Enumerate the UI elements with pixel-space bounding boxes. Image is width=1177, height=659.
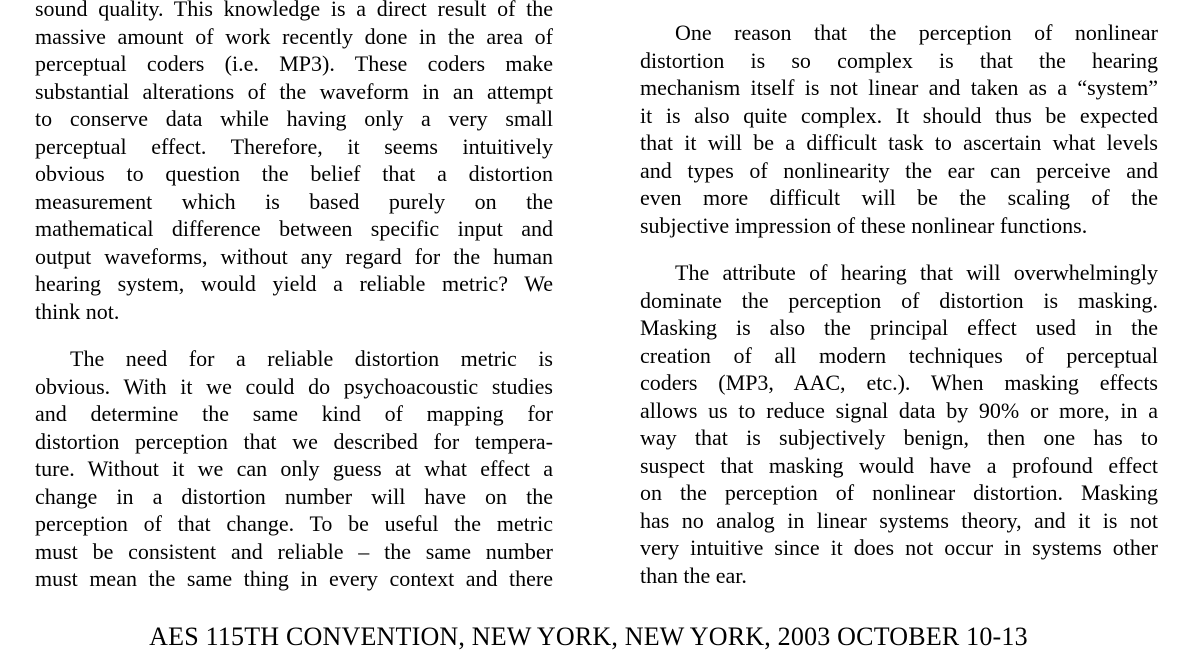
- text-line: it is also quite complex. It should thus be expected: [640, 102, 1158, 128]
- text-line: perceptual coders (i.e. MP3). These coders make: [35, 51, 553, 76]
- text-line: allows us to reduce signal data by 90% or more, in a: [640, 397, 1158, 423]
- paragraph: [640, 19, 1158, 239]
- text-line: very intuitive since it does not occur in systems other: [640, 535, 1158, 560]
- text-line: on the perception of nonlinear distortion. Masking: [640, 480, 1158, 505]
- text-line: substantial alterations of the waveform in an attempt: [35, 78, 553, 104]
- text-line: has no analog in linear systems theory, and it is not: [640, 507, 1158, 533]
- text-line: ture. Without it we can only guess at what effect a: [35, 456, 553, 481]
- text-line: mathematical difference between specific input and: [35, 216, 553, 241]
- text-line: The attribute of hearing that will overwhelmingly: [675, 260, 1158, 285]
- text-line: subjective impression of these nonlinear functions.: [640, 212, 1088, 238]
- paragraph: [35, 0, 553, 325]
- paragraph-gap: [35, 325, 553, 345]
- text-line: obvious to question the belief that a distortion: [35, 161, 553, 186]
- text-line: Masking is also the principal effect used in the: [640, 315, 1158, 340]
- left-column: [35, 0, 553, 593]
- text-line: suspect that masking would have a profound effect: [640, 452, 1158, 478]
- page-footer: AES 115TH CONVENTION, NEW YORK, NEW YORK, 2003 OCTOBER 10-13: [149, 622, 1028, 651]
- text-line: The need for a reliable distortion metric is: [70, 346, 553, 371]
- text-line: change in a distortion number will have on the: [35, 483, 553, 509]
- text-line: coders (MP3, AAC, etc.). When masking effects: [640, 370, 1158, 395]
- text-line: distortion perception that we described for tempera-: [35, 428, 553, 454]
- text-line: that it will be a difficult task to ascertain what levels: [640, 130, 1158, 155]
- paragraph: [35, 345, 553, 593]
- text-line: dominate the perception of distortion is masking.: [640, 287, 1158, 313]
- right-column: [640, 19, 1158, 589]
- text-line: distortion is so complex is that the hearing: [640, 47, 1158, 73]
- text-line: obvious. With it we could do psychoacoustic studies: [35, 373, 553, 399]
- text-line: even more difficult will be the scaling of the: [640, 185, 1158, 210]
- text-line: mechanism itself is not linear and taken as a “system”: [640, 75, 1158, 100]
- text-line: One reason that the perception of nonlinear: [675, 20, 1158, 45]
- text-line: creation of all modern techniques of perceptual: [640, 342, 1158, 368]
- text-line: to conserve data while having only a very small: [35, 106, 553, 131]
- text-line: output waveforms, without any regard for the human: [35, 243, 553, 269]
- text-line: measurement which is based purely on the: [35, 188, 553, 214]
- paragraph: [640, 259, 1158, 589]
- text-line: and types of nonlinearity the ear can perceive and: [640, 157, 1158, 183]
- text-line: than the ear.: [640, 562, 747, 588]
- text-line: way that is subjectively benign, then one has to: [640, 425, 1158, 450]
- paragraph-gap: [640, 239, 1158, 259]
- text-line: massive amount of work recently done in the area of: [35, 23, 553, 49]
- text-line: think not.: [35, 298, 120, 324]
- text-line: must mean the same thing in every context and there: [35, 566, 553, 591]
- text-line: sound quality. This knowledge is a direct result of the: [35, 0, 553, 21]
- text-line: and determine the same kind of mapping for: [35, 401, 553, 426]
- text-line: hearing system, would yield a reliable metric? We: [35, 271, 553, 296]
- text-line: perceptual effect. Therefore, it seems intuitively: [35, 133, 553, 159]
- text-line: perception of that change. To be useful the metric: [35, 511, 553, 536]
- text-line: must be consistent and reliable – the same number: [35, 538, 553, 564]
